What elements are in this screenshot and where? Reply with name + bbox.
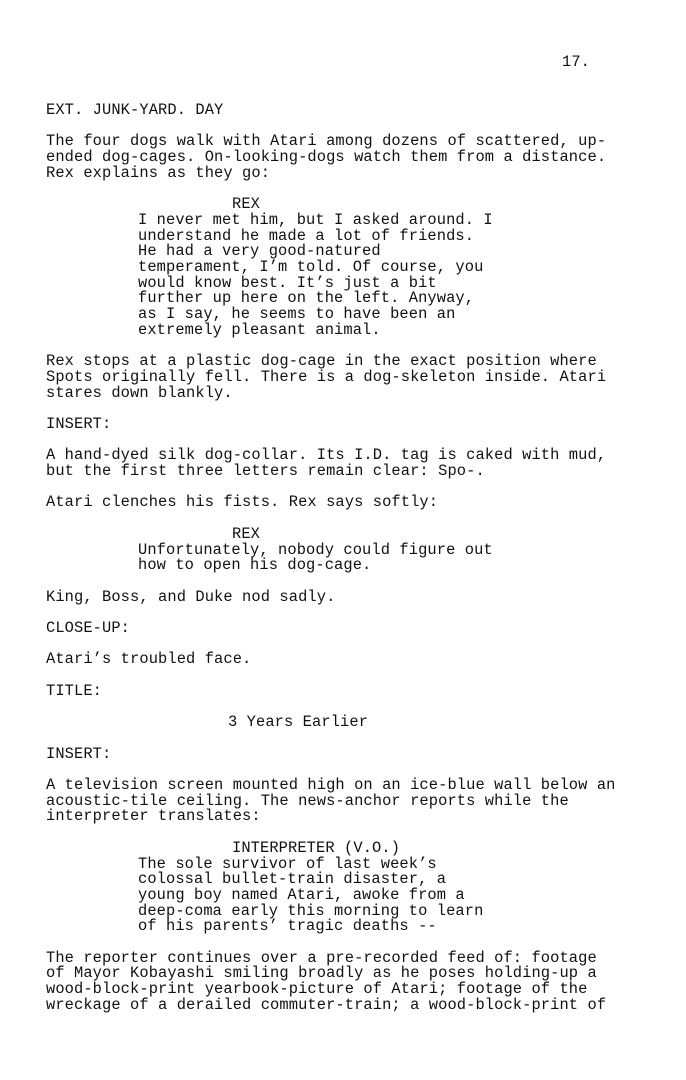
scene-heading [46,103,646,119]
dialogue-line: young boy named Atari, awoke from a [138,885,465,904]
dialogue-line: deep-coma early this morning to learn [138,901,484,920]
scene-heading [46,621,646,637]
dialogue-block [46,524,646,575]
text-line: Spots originally fell. There is a dog-skeleton inside. Atari [46,367,607,386]
character-name: REX [232,524,261,543]
dialogue-line: He had a very good-natured [138,242,381,261]
dialogue-line: further up here on the left. Anyway, [138,289,475,308]
text-line: A hand-dyed silk dog-collar. Its I.D. tag is caked with mud, [46,446,607,465]
dialogue-block [46,838,646,936]
action-paragraph [46,448,646,479]
action-paragraph [46,495,646,511]
dialogue-block [46,197,646,338]
action-paragraph [46,354,646,401]
text-line: The four dogs walk with Atari among dozens of scattered, up- [46,132,607,151]
text-line: but the first three letters remain clear: Spo-. [46,462,485,481]
dialogue-line: temperament, I’m told. Of course, you [138,258,484,276]
scene-heading [46,744,646,763]
text-line: TITLE: [46,681,103,700]
dialogue-line: Unfortunately, nobody could figure out [138,540,493,559]
text-line: INSERT: [46,415,112,433]
text-line: of Mayor Kobayashi smiling broadly as he poses holding-up a [46,964,597,983]
text-line: interpreter translates: [46,807,261,826]
title-card [46,715,646,731]
text-line: wreckage of a derailed commuter-train; a wood-block-print of [46,995,607,1014]
action-paragraph [46,134,646,181]
text-line: The reporter continues over a pre-recorded feed of: footage [46,948,597,967]
text-line: acoustic-tile ceiling. The news-anchor reports while the [46,791,569,810]
text-line: King, Boss, and Duke nod sadly. [46,587,336,606]
text-line: INSERT: [46,744,112,763]
action-paragraph [46,948,646,1014]
scene-heading [46,681,646,700]
text-line: Rex explains as they go: [46,163,271,182]
text-line: Rex stops at a plastic dog-cage in the exact position where [46,352,597,371]
action-paragraph [46,778,646,825]
text-line: CLOSE-UP: [46,619,131,638]
dialogue-line: of his parents’ tragic deaths -- [138,917,437,936]
text-line: Atari clenches his fists. Rex says softly: [46,493,439,512]
dialogue-line: how to open his dog-cage. [138,556,372,575]
page-number: 17. [562,53,591,71]
text-line: A television screen mounted high on an ice-blue wall below an [46,776,616,795]
dialogue-line: understand he made a lot of friends. [138,226,475,245]
text-line: wood-block-print yearbook-picture of Atari; footage of the [46,980,588,999]
dialogue-line: extremely pleasant animal. [138,320,381,339]
dialogue-line: colossal bullet-train disaster, a [138,870,447,889]
text-line: EXT. JUNK-YARD. DAY [46,101,224,119]
dialogue-line: The sole survivor of last week’s [138,854,437,873]
scene-heading [46,417,646,433]
title-text: 3 Years Earlier [228,713,369,732]
text-line: ended dog-cages. On-looking-dogs watch them from a distance. [46,148,607,167]
dialogue-line: as I say, he seems to have been an [138,305,456,324]
character-name: INTERPRETER (V.O.) [232,838,401,857]
action-paragraph [46,652,646,668]
dialogue-line: would know best. It’s just a bit [138,273,437,292]
dialogue-line: I never met him, but I asked around. I [138,210,493,229]
text-line: Atari’s troubled face. [46,650,252,669]
script-body [46,103,646,1029]
character-name: REX [232,195,261,214]
text-line: stares down blankly. [46,383,233,402]
action-paragraph [46,587,646,606]
